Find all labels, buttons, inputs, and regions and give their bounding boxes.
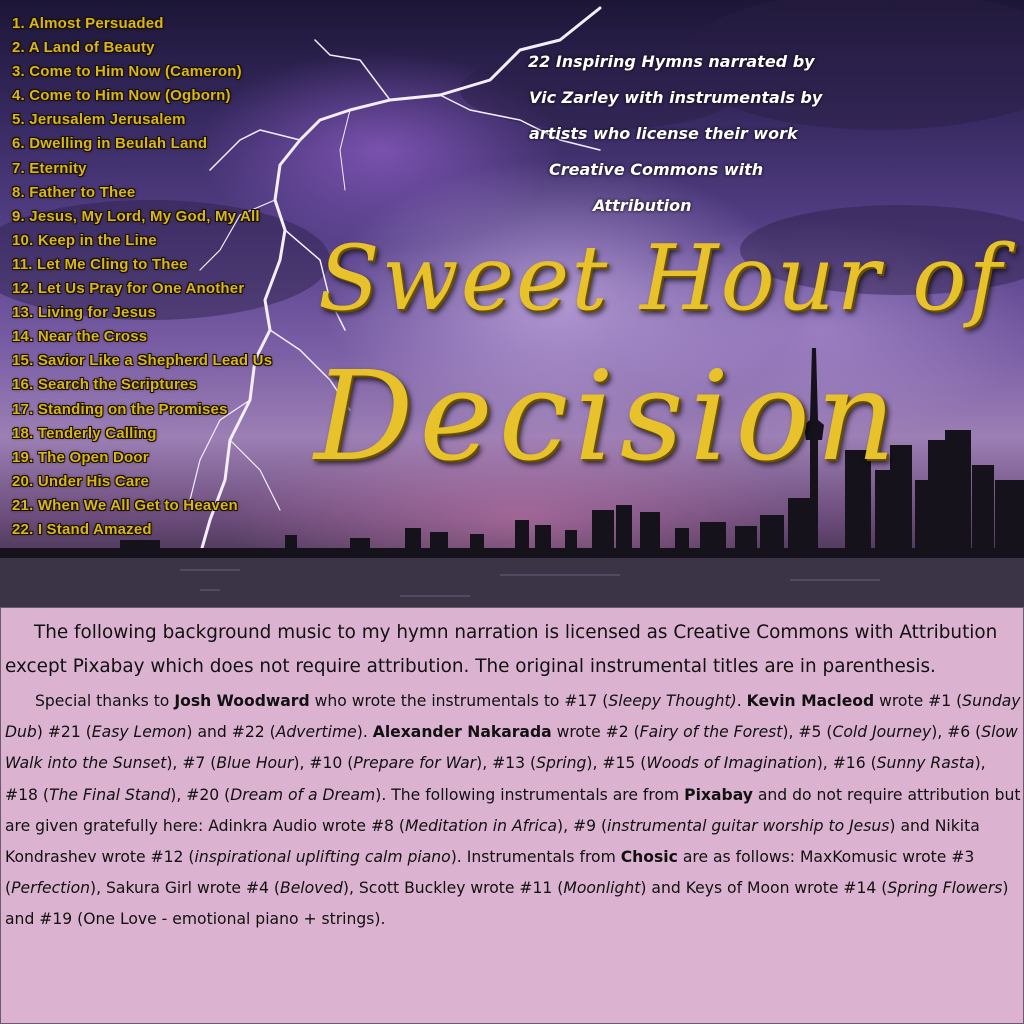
text: ) and #22 ( <box>186 723 276 742</box>
description-line: artists who license their work <box>529 124 798 143</box>
track-title: Beloved <box>280 879 343 898</box>
track-title: Woods of Imagination <box>646 754 817 773</box>
track-title: Sunday Dub <box>5 692 1021 742</box>
track-title: Advertime <box>275 723 357 742</box>
track-title: Sleepy Thought) <box>608 692 737 710</box>
track-list <box>12 12 272 542</box>
track-title: Perfection <box>11 879 91 898</box>
text: ), #18 ( <box>5 754 986 804</box>
text: wrote #1 ( <box>874 692 963 710</box>
track-title: Fairy of the Forest <box>639 723 783 742</box>
credits-panel <box>0 607 1024 1024</box>
text: ), #9 ( <box>557 816 608 835</box>
track-title: Cold Journey <box>832 723 932 742</box>
track-title: Blue Hour <box>216 754 294 773</box>
track-title: Spring Flowers <box>887 879 1003 898</box>
track-item: 16. Search the Scriptures <box>12 376 198 394</box>
track-item: 3. Come to Him Now (Cameron) <box>12 63 242 81</box>
text: ), #16 ( <box>816 754 877 773</box>
track-title: Spring <box>536 754 587 773</box>
text: ) and Keys of Moon wrote #14 ( <box>640 879 888 898</box>
track-title: Dream of a Dream <box>230 785 376 804</box>
track-item: 17. Standing on the Promises <box>12 400 228 418</box>
text: ), #6 ( <box>931 723 982 742</box>
track-item: 12. Let Us Pray for One Another <box>12 280 245 298</box>
text: ), Sakura Girl wrote #4 ( <box>90 879 281 898</box>
track-title: Meditation in Africa <box>405 816 557 835</box>
artist-name: Alexander Nakarada <box>372 723 552 742</box>
track-title: Easy Lemon <box>91 723 187 742</box>
track-title: Slow Walk into the Sunset <box>5 723 1018 773</box>
track-item: 4. Come to Him Now (Ogborn) <box>12 87 231 105</box>
description-line: Creative Commons with <box>549 160 764 179</box>
track-title: Moonlight <box>563 879 641 898</box>
text: ) and Nikita Kondrashev wrote #12 ( <box>5 816 980 867</box>
track-item: 19. The Open Door <box>12 448 149 466</box>
artist-name: Kevin Macleod <box>746 692 875 710</box>
album-description <box>500 44 850 224</box>
text: ), #13 ( <box>476 754 537 773</box>
track-title: Sunny Rasta <box>876 754 975 773</box>
track-item: 2. A Land of Beauty <box>12 39 155 57</box>
track-title: Prepare for War <box>353 754 477 773</box>
track-item: 13. Living for Jesus <box>12 304 157 322</box>
text: ), #5 ( <box>782 723 833 742</box>
track-item: 7. Eternity <box>12 159 87 177</box>
track-item: 1. Almost Persuaded <box>12 15 164 32</box>
text: ). The following instrumentals are from <box>375 785 685 804</box>
text: who wrote the instrumentals to #17 ( <box>309 692 609 710</box>
track-title: The Final Stand <box>48 785 171 804</box>
track-title: inspirational uplifting calm piano <box>194 848 451 867</box>
track-item: 22. I Stand Amazed <box>12 520 152 538</box>
artist-name: Josh Woodward <box>174 692 310 710</box>
description-line: Vic Zarley with instrumentals by <box>529 88 823 107</box>
text: ), #20 ( <box>170 785 231 804</box>
text: and do not require attribution but are given gratefully here: Adinkra Audio wrote #8 ( <box>5 785 1021 835</box>
track-item: 6. Dwelling in Beulah Land <box>12 135 208 153</box>
text: Special thanks to <box>35 692 175 710</box>
text: are as follows: MaxKomusic wrote #3 ( <box>5 848 975 898</box>
album-title-line-1: Sweet Hour of <box>318 226 1004 331</box>
license-intro-paragraph: The following background music to my hymn narration is licensed as Creative Commons with Attribution except Pixabay which does not require attribution. The original instrumental titles are in parenthesis. <box>5 622 998 677</box>
track-item: 11. Let Me Cling to Thee <box>12 255 188 273</box>
source-name: Chosic <box>620 848 678 867</box>
track-title: instrumental guitar worship to Jesus <box>607 816 890 835</box>
text: ), #15 ( <box>586 754 647 773</box>
text: wrote #2 ( <box>551 723 640 742</box>
text: ) #21 ( <box>36 723 92 742</box>
lake-water <box>0 558 1024 607</box>
text: ), Scott Buckley wrote #11 ( <box>342 879 564 898</box>
attribution-paragraph <box>5 686 1023 936</box>
album-title-line-2: Decision <box>314 345 902 489</box>
description-line: Attribution <box>593 196 692 215</box>
track-item: 18. Tenderly Calling <box>12 424 157 442</box>
track-item: 21. When We All Get to Heaven <box>12 496 238 514</box>
track-item: 14. Near the Cross <box>12 328 148 346</box>
track-item: 8. Father to Thee <box>12 183 136 201</box>
text: ), #7 ( <box>166 754 217 773</box>
track-item: 9. Jesus, My Lord, My God, My All <box>12 207 260 225</box>
track-item: 15. Savior Like a Shepherd Lead Us <box>12 352 273 370</box>
track-item: 5. Jerusalem Jerusalem <box>12 111 186 129</box>
track-item: 10. Keep in the Line <box>12 231 157 249</box>
text: . <box>736 692 747 710</box>
text: ). Instrumentals from <box>450 848 621 867</box>
track-item: 20. Under His Care <box>12 472 149 490</box>
text: ) and #19 (One Love - emotional piano + strings). <box>5 879 1009 929</box>
description-line: 22 Inspiring Hymns narrated by <box>528 52 815 71</box>
text: ), #10 ( <box>293 754 354 773</box>
text: ). <box>356 723 373 742</box>
source-name: Pixabay <box>684 785 753 804</box>
